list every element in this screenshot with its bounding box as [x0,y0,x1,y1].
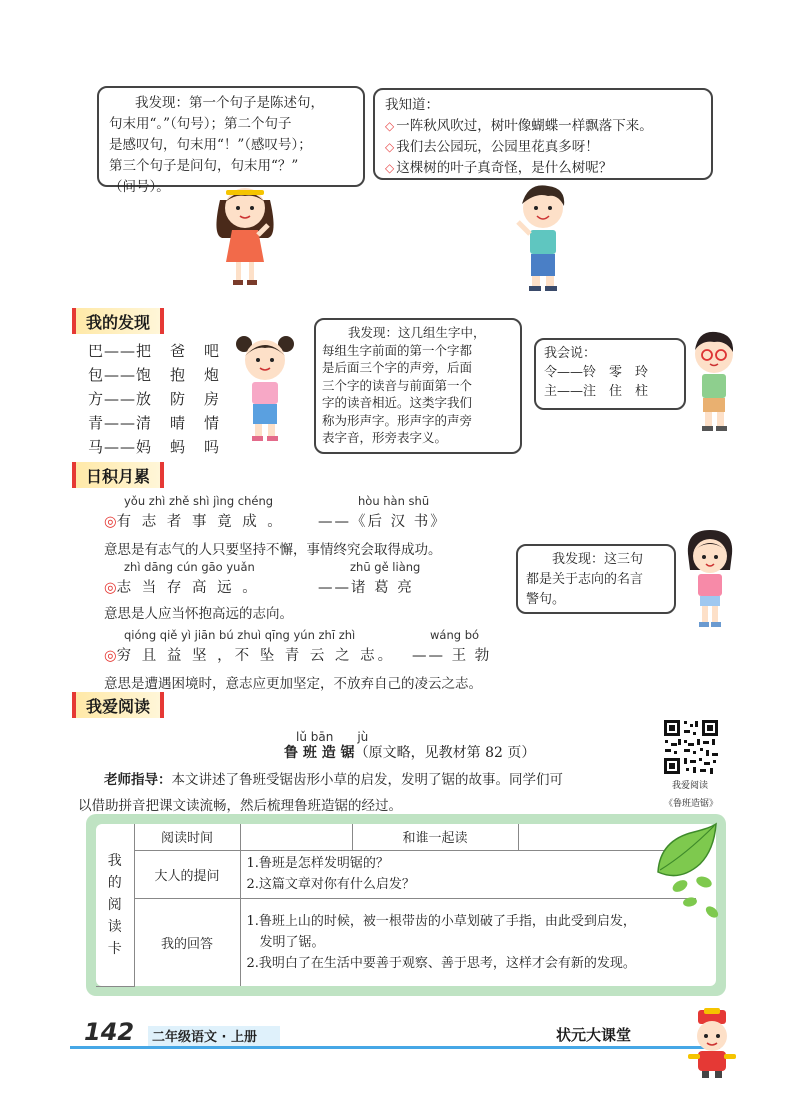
with-label: 和谁一起读 [352,824,518,850]
mascot-illustration [682,1008,742,1080]
bubble-line: 句末用“。”（句号）；第二个句子 [109,116,292,132]
diamond-icon: ◇ [385,161,395,175]
bubble-title: 我会说： [544,346,597,361]
bubble-line: 是后面三个字的声旁，后面 [322,360,473,375]
boy-glasses-illustration [684,326,744,436]
reading-card-table [96,824,696,987]
bubble-line: 称为形声字。形声字的声旁 [322,412,473,428]
bubble-line: 是感叹句，句末用“！”（感叹号）； [109,137,312,153]
source-pinyin: wáng bó [430,628,480,642]
diamond-icon: ◇ [385,140,395,154]
bubble-line: 表字音，形旁表字义。 [322,430,448,445]
qr-code-icon[interactable] [662,718,720,776]
bubble-line: 三个字的读音与前面第一个 [322,377,473,393]
say-bubble [534,338,686,410]
quote-pinyin: zhì dāng cún gāo yuǎn [124,560,255,574]
girl-illustration [210,180,280,290]
right-top-bubble [373,88,713,180]
quote-line: ◎志 当 存 高 远 。 [104,580,260,596]
bubble-line: 字的读音相近。这类字我们 [322,395,473,410]
say-row: 主——注 住 柱 [544,384,649,399]
guide-label: 老师指导： [104,772,172,788]
page-number: 142 [84,1018,135,1046]
quote-source: ——《后 汉 书》 [318,514,447,530]
bubble-line: 我发现：这几组生字中， [348,325,486,340]
bubble-line: 每组生字前面的第一个字都 [322,342,473,358]
brand-name: 状元大课堂 [556,1026,632,1044]
quote-line: ◎有 志 者 事 竟 成 。 [104,514,285,530]
quote-pinyin: qióng qiě yì jiān bú zhuì qīng yún zhī zhì [124,628,356,642]
book-title: 鲁 班 造 锯 [284,745,355,761]
girl-shorthair-illustration [680,524,740,634]
teacher-guide [104,768,563,788]
teacher-guide-line2: 以借助拼音把课文读流畅，然后梳理鲁班造锯的经过。 [78,798,402,814]
answer-item: 1.鲁班上山的时候，被一根带齿的小草划破了手指，由此受到启发， [246,913,636,929]
time-label: 阅读时间 [134,824,240,850]
bubble-line: （问号）。 [109,179,170,195]
grade-label: 二年级语文 · 上册 [148,1026,280,1046]
word-row: 巴——把 爸 吧 [88,342,222,360]
quote-meaning: 意思是遭遇困境时，意志应更加坚定，不放弃自己的凌云之志。 [104,676,482,692]
guide-text: 本文讲述了鲁班受锯齿形小草的启发，发明了锯的故事。同学们可 [171,772,563,788]
leaves-icon [650,820,722,930]
question-label: 大人的提问 [134,850,240,898]
book-note: （原文略，见教材第 82 页） [354,745,536,761]
source-pinyin: hòu hàn shū [358,494,430,508]
bubble-line: 都是关于志向的名言 [526,572,644,587]
discovery-bubble [314,318,522,454]
bubble-title: 我知道： [385,97,439,113]
source-pinyin: zhū gě liàng [350,560,421,574]
boy-illustration [508,180,578,295]
word-row: 青——清 晴 情 [88,414,222,432]
circle-marker-icon: ◎ [104,580,117,596]
diamond-icon: ◇ [385,119,395,133]
word-row: 包——饱 抱 炮 [88,366,222,384]
bubble-item: ◇ 我们去公园玩，公园里花真多呀！ [385,139,599,155]
quote-source: ——诸 葛 亮 [318,580,414,596]
question-item: 2.这篇文章对你有什么启发？ [246,877,415,892]
footer-divider [70,1046,720,1049]
quote-source: —— 王 勃 [412,648,492,664]
bubble-line: 我发现：这三句 [552,552,644,567]
reading-card-inner [96,824,716,986]
qr-caption-title: 《鲁班造锯》 [664,799,719,809]
reading-card [86,814,726,996]
left-top-bubble [97,86,365,195]
answer-item: 2.我明白了在生活中要善于观察、善于思考，这样才会有新的发现。 [246,955,636,971]
quote-line: ◎穷 且 益 坚 ，不 坠 青 云 之 志。 [104,648,396,664]
bubble-item: ◇ 一阵秋风吹过，树叶像蝴蝶一样飘落下来。 [385,118,653,134]
quote-pinyin: yǒu zhì zhě shì jìng chéng [124,494,274,508]
section-title-accumulate: 日积月累 [72,462,164,488]
book-title-line [284,742,535,762]
title-pinyin: lǔ bān jù [296,730,369,744]
word-row: 马——妈 蚂 吗 [88,438,222,456]
word-row: 方——放 防 房 [88,390,222,408]
bubble-line: 我发现：第一个句子是陈述句， [135,95,324,111]
bubble-item: ◇ 这棵树的叶子真奇怪，是什么树呢？ [385,160,613,176]
section-title-discovery: 我的发现 [72,308,164,334]
quote-meaning: 意思是人应当怀抱高远的志向。 [104,606,293,622]
circle-marker-icon: ◎ [104,648,117,664]
quote-meaning: 意思是有志气的人只要坚持不懈，事情终究会取得成功。 [104,542,442,558]
question-item: 1.鲁班是怎样发明锯的？ [246,856,389,871]
girl-pigtails-illustration [230,330,300,445]
time-value[interactable] [240,824,352,850]
card-vertical-label: 我 的 阅 读 卡 [96,824,134,986]
qr-caption: 我爱阅读 [672,781,709,791]
bubble-line: 第三个句子是问句，句末用“？” [109,158,299,174]
question-cell [240,850,696,898]
answer-label: 我的回答 [134,898,240,986]
answer-cell [240,898,696,986]
answer-item: 发明了锯。 [246,934,325,950]
bubble-line: 警句。 [526,592,566,607]
section-title-reading: 我爱阅读 [72,692,164,718]
say-row: 令——铃 零 玲 [544,365,649,380]
accumulate-bubble [516,544,676,614]
circle-marker-icon: ◎ [104,514,117,530]
